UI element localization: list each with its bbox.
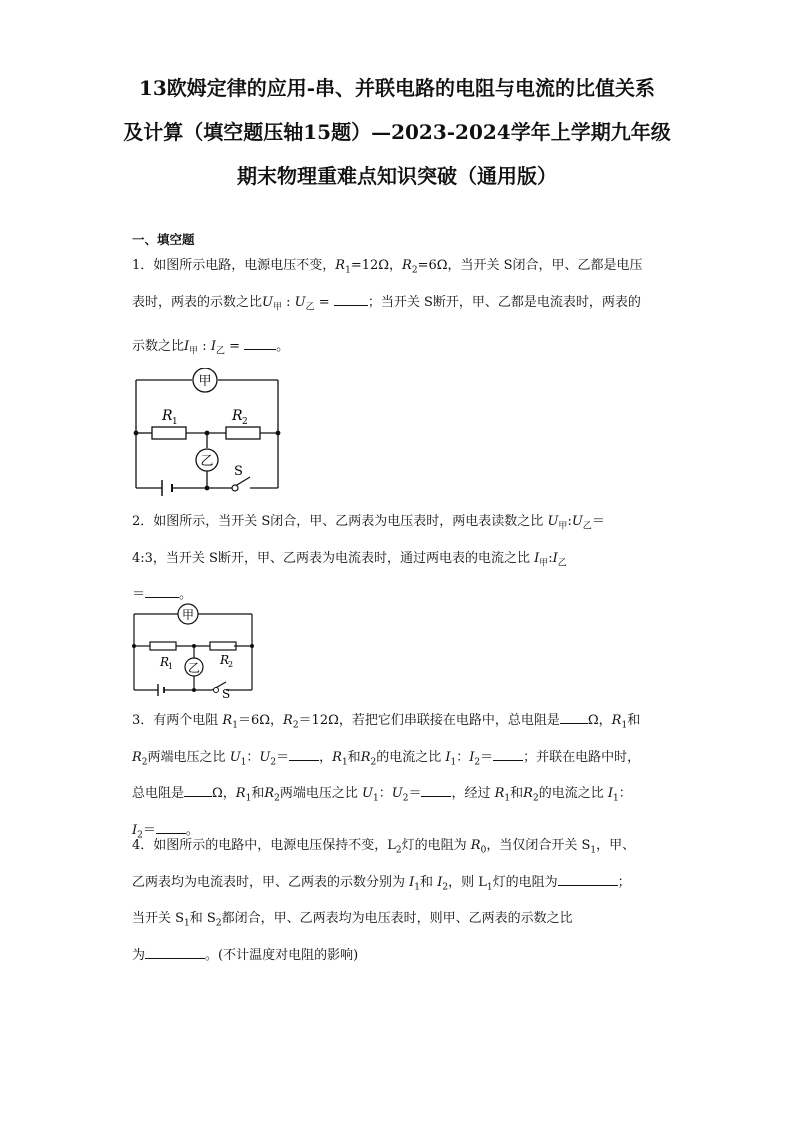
answer-blank[interactable]: [184, 782, 212, 797]
section-heading: 一、填空题: [132, 232, 195, 247]
svg-text:R: R: [232, 408, 243, 424]
answer-blank[interactable]: [493, 746, 523, 761]
switch-label: S: [234, 464, 243, 479]
svg-text:乙: 乙: [187, 661, 201, 675]
answer-blank[interactable]: [244, 335, 276, 350]
document-title: [70, 66, 724, 198]
circuit-diagram-1: [128, 368, 288, 496]
question-2: 2．如图所示，当开关 S闭合，甲、乙两表为电压表时，两电表读数之比 $U_甲:U_乙=$ 4:3，当开关 S断开，甲、乙两表为电流表时，通过两电表的电流之比 $I_甲:I_乙$ ＝ 。: [132, 514, 605, 603]
question-1: 1．如图所示电路，电源电压不变，$R_1=12\Omega$，$R_2=6\Omega$，当开关 S闭合，甲、乙都是电压 表时，两表的示数之比$U_甲$ : $U_乙$ = ；当开关 S断开，甲、乙都是电流表时，两表的 示数之比$I_甲$ : $I_乙$ = 。: [132, 258, 643, 357]
question-3: 3．有两个电阻 $R_1=6\Omega$，$R_2=12\Omega$，若把它们串联接在电路中，总电阻是 Ω，$R_1$和 $R_2$两端电压之比 $U_1$：$U_2=$ ，$R_1$和$R_2$的电流之比 $I_1$：$I_2=$ ；并联在电路中时， 总电阻是 Ω，$R_1$和$R_2$两端电压之比 $U_1$：$U_2=$ ，经过 $R_1$和$R_2$的电流之比 $I_1$： $I_2=$ 。: [132, 705, 662, 851]
svg-text:2: 2: [228, 660, 234, 669]
answer-blank[interactable]: [421, 782, 451, 797]
circuit-diagram-2: [128, 602, 260, 698]
svg-text:R: R: [162, 408, 173, 424]
meter-yi-label: 乙: [200, 454, 214, 469]
answer-blank[interactable]: [289, 746, 319, 761]
answer-blank[interactable]: [145, 583, 179, 598]
answer-blank[interactable]: [558, 871, 618, 886]
title-line-3: 期末物理重难点知识突破（通用版）: [237, 164, 557, 188]
svg-text:1: 1: [172, 417, 178, 427]
svg-text:R: R: [220, 653, 230, 667]
svg-text:R: R: [160, 655, 170, 669]
svg-text:甲: 甲: [181, 608, 195, 622]
meter-jia-label: 甲: [198, 374, 212, 389]
svg-text:2: 2: [242, 417, 248, 427]
question-4: 4．如图所示的电路中，电源电压保持不变，$L_2$灯的电阻为 $R_0$，当仅闭合开关 $S_1$，甲、 乙两表均为电流表时，甲、乙两表的示数分别为 $I_1$和 $I_2$，则 $L_1$灯的电阻为 ； 当开关 $S_1$和 $S_2$都闭合，甲、乙两表均为电压表时，则甲、乙两表的示数之比 为 。(不计温度对电阻的影响): [132, 838, 636, 963]
svg-text:1: 1: [168, 662, 174, 671]
answer-blank[interactable]: [560, 709, 588, 724]
title-line-1: 13欧姆定律的应用-串、并联电路的电阻与电流的比值关系: [138, 76, 656, 100]
svg-text:S: S: [222, 687, 231, 698]
title-line-2: 及计算（填空题压轴15题）—2023-2024学年上学期九年级: [123, 120, 671, 144]
answer-blank[interactable]: [334, 291, 368, 306]
answer-blank[interactable]: [145, 944, 205, 959]
